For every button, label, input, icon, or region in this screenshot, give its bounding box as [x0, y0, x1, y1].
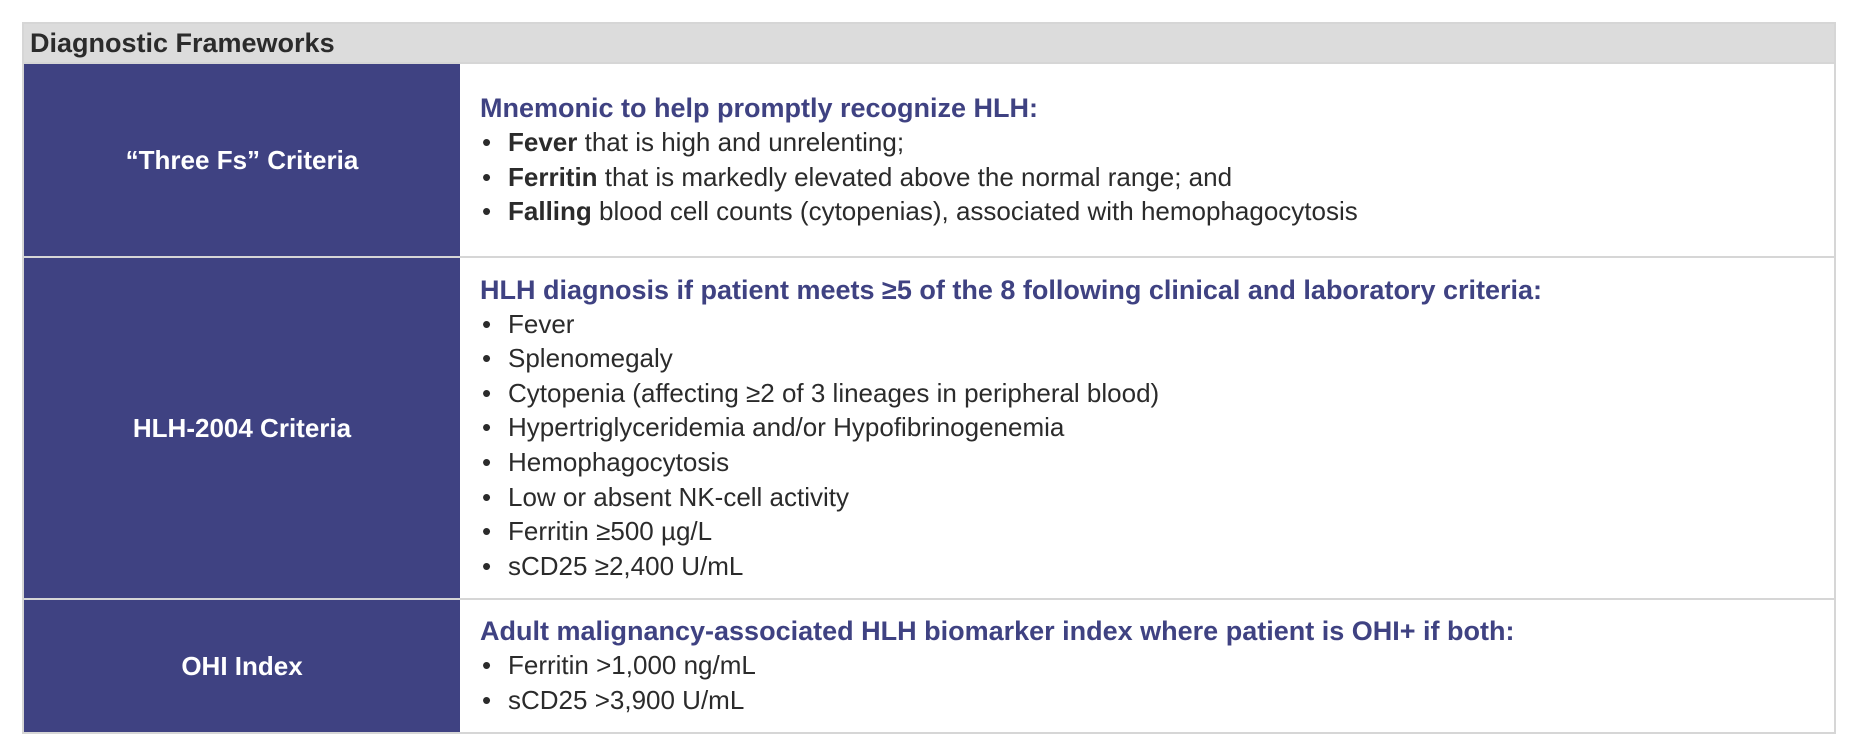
- list-item: [480, 160, 1814, 195]
- bullet-bold-term: Fever: [508, 127, 578, 158]
- list-item: • Hypertriglyceridemia and/or Hypofibrinogenemia: [480, 410, 1814, 445]
- row-three-fs-criteria: [24, 62, 1834, 256]
- list-item: [480, 125, 1814, 160]
- row-label-ohi-index: OHI Index: [24, 600, 460, 732]
- list-item: • Ferritin ≥500 µg/L: [480, 514, 1814, 549]
- bullet-list-three-fs: [480, 125, 1814, 229]
- list-item: • sCD25 >3,900 U/mL: [480, 683, 1814, 718]
- row-ohi-index: [24, 598, 1834, 732]
- list-item: • Ferritin >1,000 ng/mL: [480, 648, 1814, 683]
- bullet-list-hlh-2004: [480, 307, 1814, 584]
- row-hlh-2004-criteria: [24, 256, 1834, 598]
- list-item: [480, 194, 1814, 229]
- row-title-three-fs: Mnemonic to help promptly recognize HLH:: [480, 93, 1039, 124]
- bullet-text: that is high and unrelenting;: [577, 127, 905, 158]
- list-item: • sCD25 ≥2,400 U/mL: [480, 549, 1814, 584]
- diagnostic-frameworks-table: [22, 22, 1836, 734]
- list-item: • Low or absent NK-cell activity: [480, 480, 1814, 515]
- table-header: Diagnostic Frameworks: [24, 24, 1834, 62]
- list-item: • Hemophagocytosis: [480, 445, 1814, 480]
- row-content-ohi-index: [460, 600, 1834, 732]
- list-item: • Splenomegaly: [480, 341, 1814, 376]
- bullet-bold-term: Ferritin: [508, 161, 598, 192]
- row-title-ohi-index: Adult malignancy-associated HLH biomarker index where patient is OHI+ if both:: [480, 616, 1515, 647]
- row-label-hlh-2004: HLH-2004 Criteria: [24, 258, 460, 598]
- list-item: • Cytopenia (affecting ≥2 of 3 lineages in peripheral blood): [480, 376, 1814, 411]
- bullet-bold-term: Falling: [508, 196, 592, 227]
- row-label-three-fs: “Three Fs” Criteria: [24, 64, 460, 256]
- list-item: • Fever: [480, 307, 1814, 342]
- bullet-list-ohi-index: [480, 648, 1814, 717]
- row-title-hlh-2004: HLH diagnosis if patient meets ≥5 of the 8 following clinical and laboratory criteria:: [480, 274, 1543, 305]
- bullet-text: blood cell counts (cytopenias), associated with hemophagocytosis: [591, 196, 1358, 227]
- bullet-text: that is markedly elevated above the normal range; and: [597, 161, 1233, 192]
- row-content-hlh-2004: [460, 258, 1834, 598]
- row-content-three-fs: [460, 64, 1834, 256]
